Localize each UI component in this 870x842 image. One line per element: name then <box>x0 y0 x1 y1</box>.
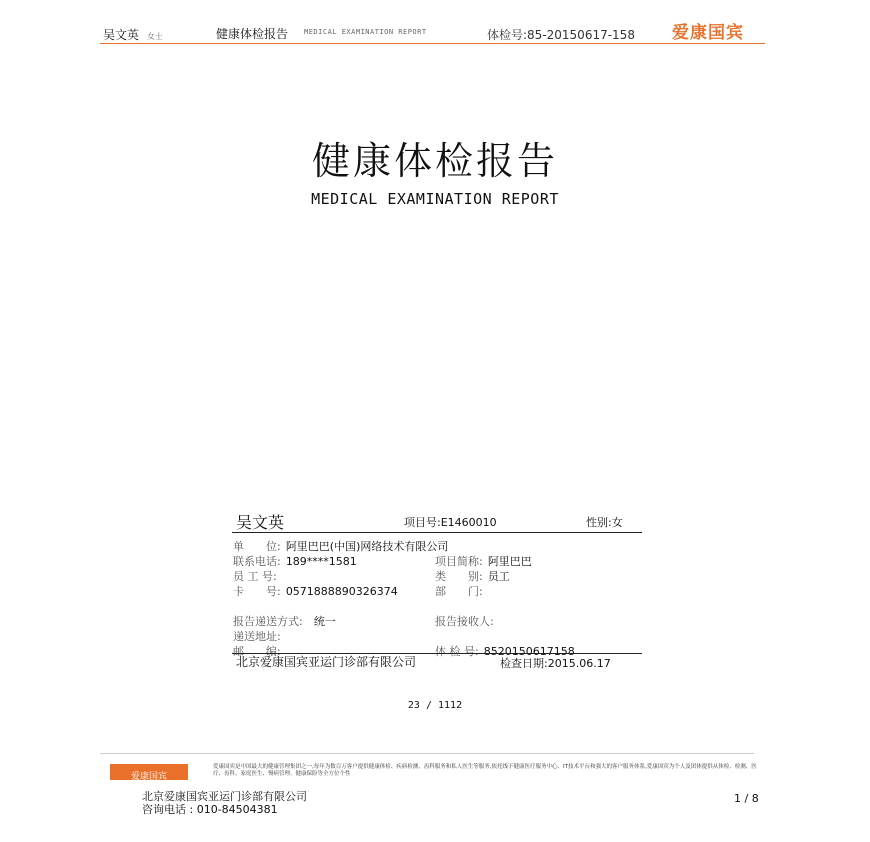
gender: 性别:女 <box>586 516 623 529</box>
delivery-label: 报告递送方式: <box>233 615 303 628</box>
postcode-label: 邮 编: <box>233 645 281 658</box>
unit-label: 单 位: <box>233 540 281 553</box>
footer-logo: 爱康国宾 <box>110 764 188 780</box>
info-bottom-rule <box>232 653 642 654</box>
patient-name: 吴文英 <box>236 513 285 532</box>
department-row <box>435 580 483 599</box>
footer-description: 爱康国宾是中国最大的健康管理集团之一,每年为数百万客户提供健康体检、疾病检测、齿科服务和私人医生等服务,依托线下健康医疗服务中心、IT技术平台和强大的客户服务体系,爱康国宾为个人及团体提供从体检、检测、医疗、齿科、家庭医生、慢病管理、健康保险等全方位个性 <box>213 764 757 777</box>
header-exam-number: 体检号:85-20150617-158 <box>487 28 635 42</box>
phone-label: 联系电话: <box>233 555 281 568</box>
exam-date: 检查日期:2015.06.17 <box>500 657 611 670</box>
project-number: 项目号:E1460010 <box>404 516 497 529</box>
page-number: 1 / 8 <box>734 792 759 805</box>
delivery-value: 统一 <box>313 615 336 628</box>
page-subtitle: MEDICAL EXAMINATION REPORT <box>311 190 559 208</box>
exam-no-value: 8520150617158 <box>483 645 575 658</box>
staff-no-label: 员 工 号: <box>233 570 277 583</box>
phone-value: 189****1581 <box>285 555 357 568</box>
address-label: 递送地址: <box>233 630 281 643</box>
footer-hotline: 咨询电话 : 010-84504381 <box>142 803 278 816</box>
header-name-text: 吴文英 <box>103 28 140 42</box>
header-report-subtitle: MEDICAL EXAMINATION REPORT <box>304 28 427 36</box>
page-title: 健康体检报告 <box>311 139 558 183</box>
card-value: 0571888890326374 <box>285 585 398 598</box>
exam-no-label: 体 检 号: <box>435 645 479 658</box>
card-row <box>233 580 398 599</box>
header-report-title: 健康体检报告 <box>216 27 289 41</box>
brand-logo: 爱康国宾 <box>672 23 744 43</box>
header-patient-name <box>103 26 163 43</box>
department-label: 部 门: <box>435 585 483 598</box>
category-value: 员工 <box>487 570 510 583</box>
project-short-value: 阿里巴巴 <box>487 555 532 568</box>
receiver-label: 报告接收人: <box>435 615 494 628</box>
info-top-rule <box>232 532 642 533</box>
card-label: 卡 号: <box>233 585 281 598</box>
footer-org-name: 北京爱康国宾亚运门诊部有限公司 <box>142 790 307 803</box>
project-short-label: 项目简称: <box>435 555 483 568</box>
category-label: 类 别: <box>435 570 483 583</box>
clinic-name: 北京爱康国宾亚运门诊部有限公司 <box>236 655 417 669</box>
unit-value: 阿里巴巴(中国)网络技术有限公司 <box>285 540 449 553</box>
footer-divider <box>100 753 754 754</box>
header-divider <box>100 43 765 44</box>
document-counter: 23 / 1112 <box>407 700 463 711</box>
header-honorific: 女士 <box>146 32 163 41</box>
receiver-row <box>435 610 494 629</box>
